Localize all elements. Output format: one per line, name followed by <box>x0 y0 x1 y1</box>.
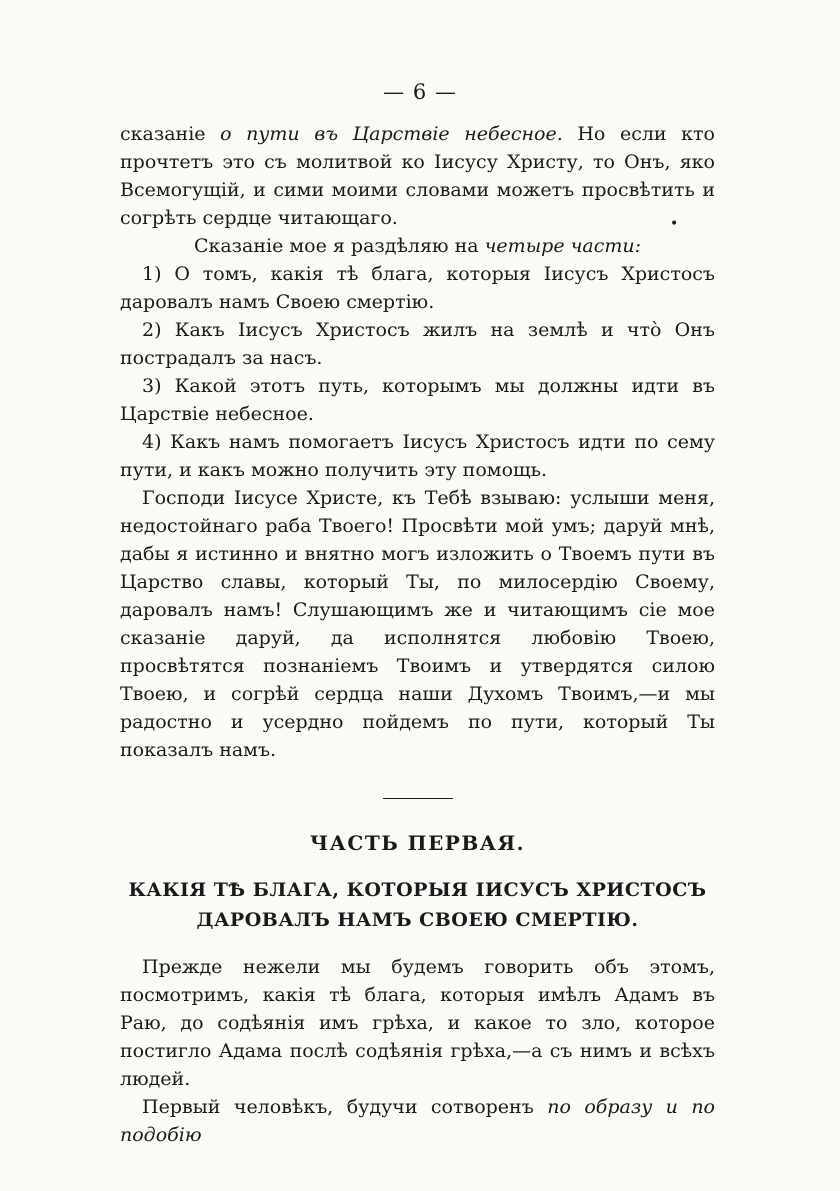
ink-speck: • <box>670 216 679 232</box>
section-divider <box>383 798 453 799</box>
chapter-paragraph-2 <box>120 1093 715 1149</box>
chapter-p2-italic: по образу и по подобію <box>120 1096 715 1146</box>
list-item-1: 1) О томъ, какія тѣ блага, которыя Іисусъ Христосъ даровалъ намъ Своею смертію. <box>120 263 715 313</box>
division-sentence <box>120 232 715 260</box>
intro-p1-end: Но если кто прочтетъ это съ молитвой ко Іисусу Христу, то Онъ, яко Всемогущій, и сими моими словами можетъ просвѣтить и согрѣть сердце читающаго. <box>120 123 716 229</box>
intro-p1-start: сказаніе <box>120 123 221 145</box>
division-start: Сказаніе мое я раздѣляю на <box>193 235 485 257</box>
prayer-paragraph: Господи Іисусе Христе, къ Тебѣ взываю: услыши меня, недостойнаго раба Твоего! Просвѣти мой умъ; даруй мнѣ, дабы я истинно и внятно могъ изложить о Твоемъ пути въ Царство славы, который Ты, по милосердію Своему, даровалъ намъ! Слушающимъ же и читающимъ сіе мое сказаніе даруй, да исполнятся любовію Твоею, просвѣтятся познаніемъ Твоимъ и утвердятся силою Твоею, и согрѣй сердца наши Духомъ Твоимъ,—и мы радостно и усердно пойдемъ по пути, который Ты показалъ намъ. <box>120 487 715 761</box>
list-item-2: 2) Какъ Іисусъ Христосъ жилъ на землѣ и что̀ Онъ пострадалъ за насъ. <box>120 319 715 369</box>
intro-paragraph <box>120 120 715 232</box>
list-item-3: 3) Какой этотъ путь, которымъ мы должны идти въ Царствіе небесное. <box>120 375 715 425</box>
chapter-p2-start: Первый человѣкъ, будучи сотворенъ <box>142 1096 548 1118</box>
division-italic: четыре части: <box>484 235 642 257</box>
chapter-paragraph-1: Прежде нежели мы будемъ говорить объ этомъ, посмотримъ, какія тѣ блага, которыя имѣлъ Адамъ въ Раю, до содѣянія имъ грѣха, и какое то зло, которое постигло Адама послѣ содѣянія грѣха,—а съ нимъ и всѣхъ людей. <box>120 956 715 1090</box>
part-title: ЧАСТЬ ПЕРВАЯ. <box>309 831 526 855</box>
page-number: — 6 — <box>383 80 457 104</box>
intro-p1-italic: о пути въ Царствіе небесное. <box>220 123 563 145</box>
chapter-title: КАКІЯ ТѢ БЛАГА, КОТОРЫЯ ІИСУСЪ ХРИСТОСЪ ДАРОВАЛЪ НАМЪ СВОЕЮ СМЕРТІЮ. <box>128 879 707 931</box>
page-body <box>120 120 715 1149</box>
list-item-4: 4) Какъ намъ помогаетъ Іисусъ Христосъ идти по сему пути, и какъ можно получить эту помощь. <box>120 431 715 481</box>
